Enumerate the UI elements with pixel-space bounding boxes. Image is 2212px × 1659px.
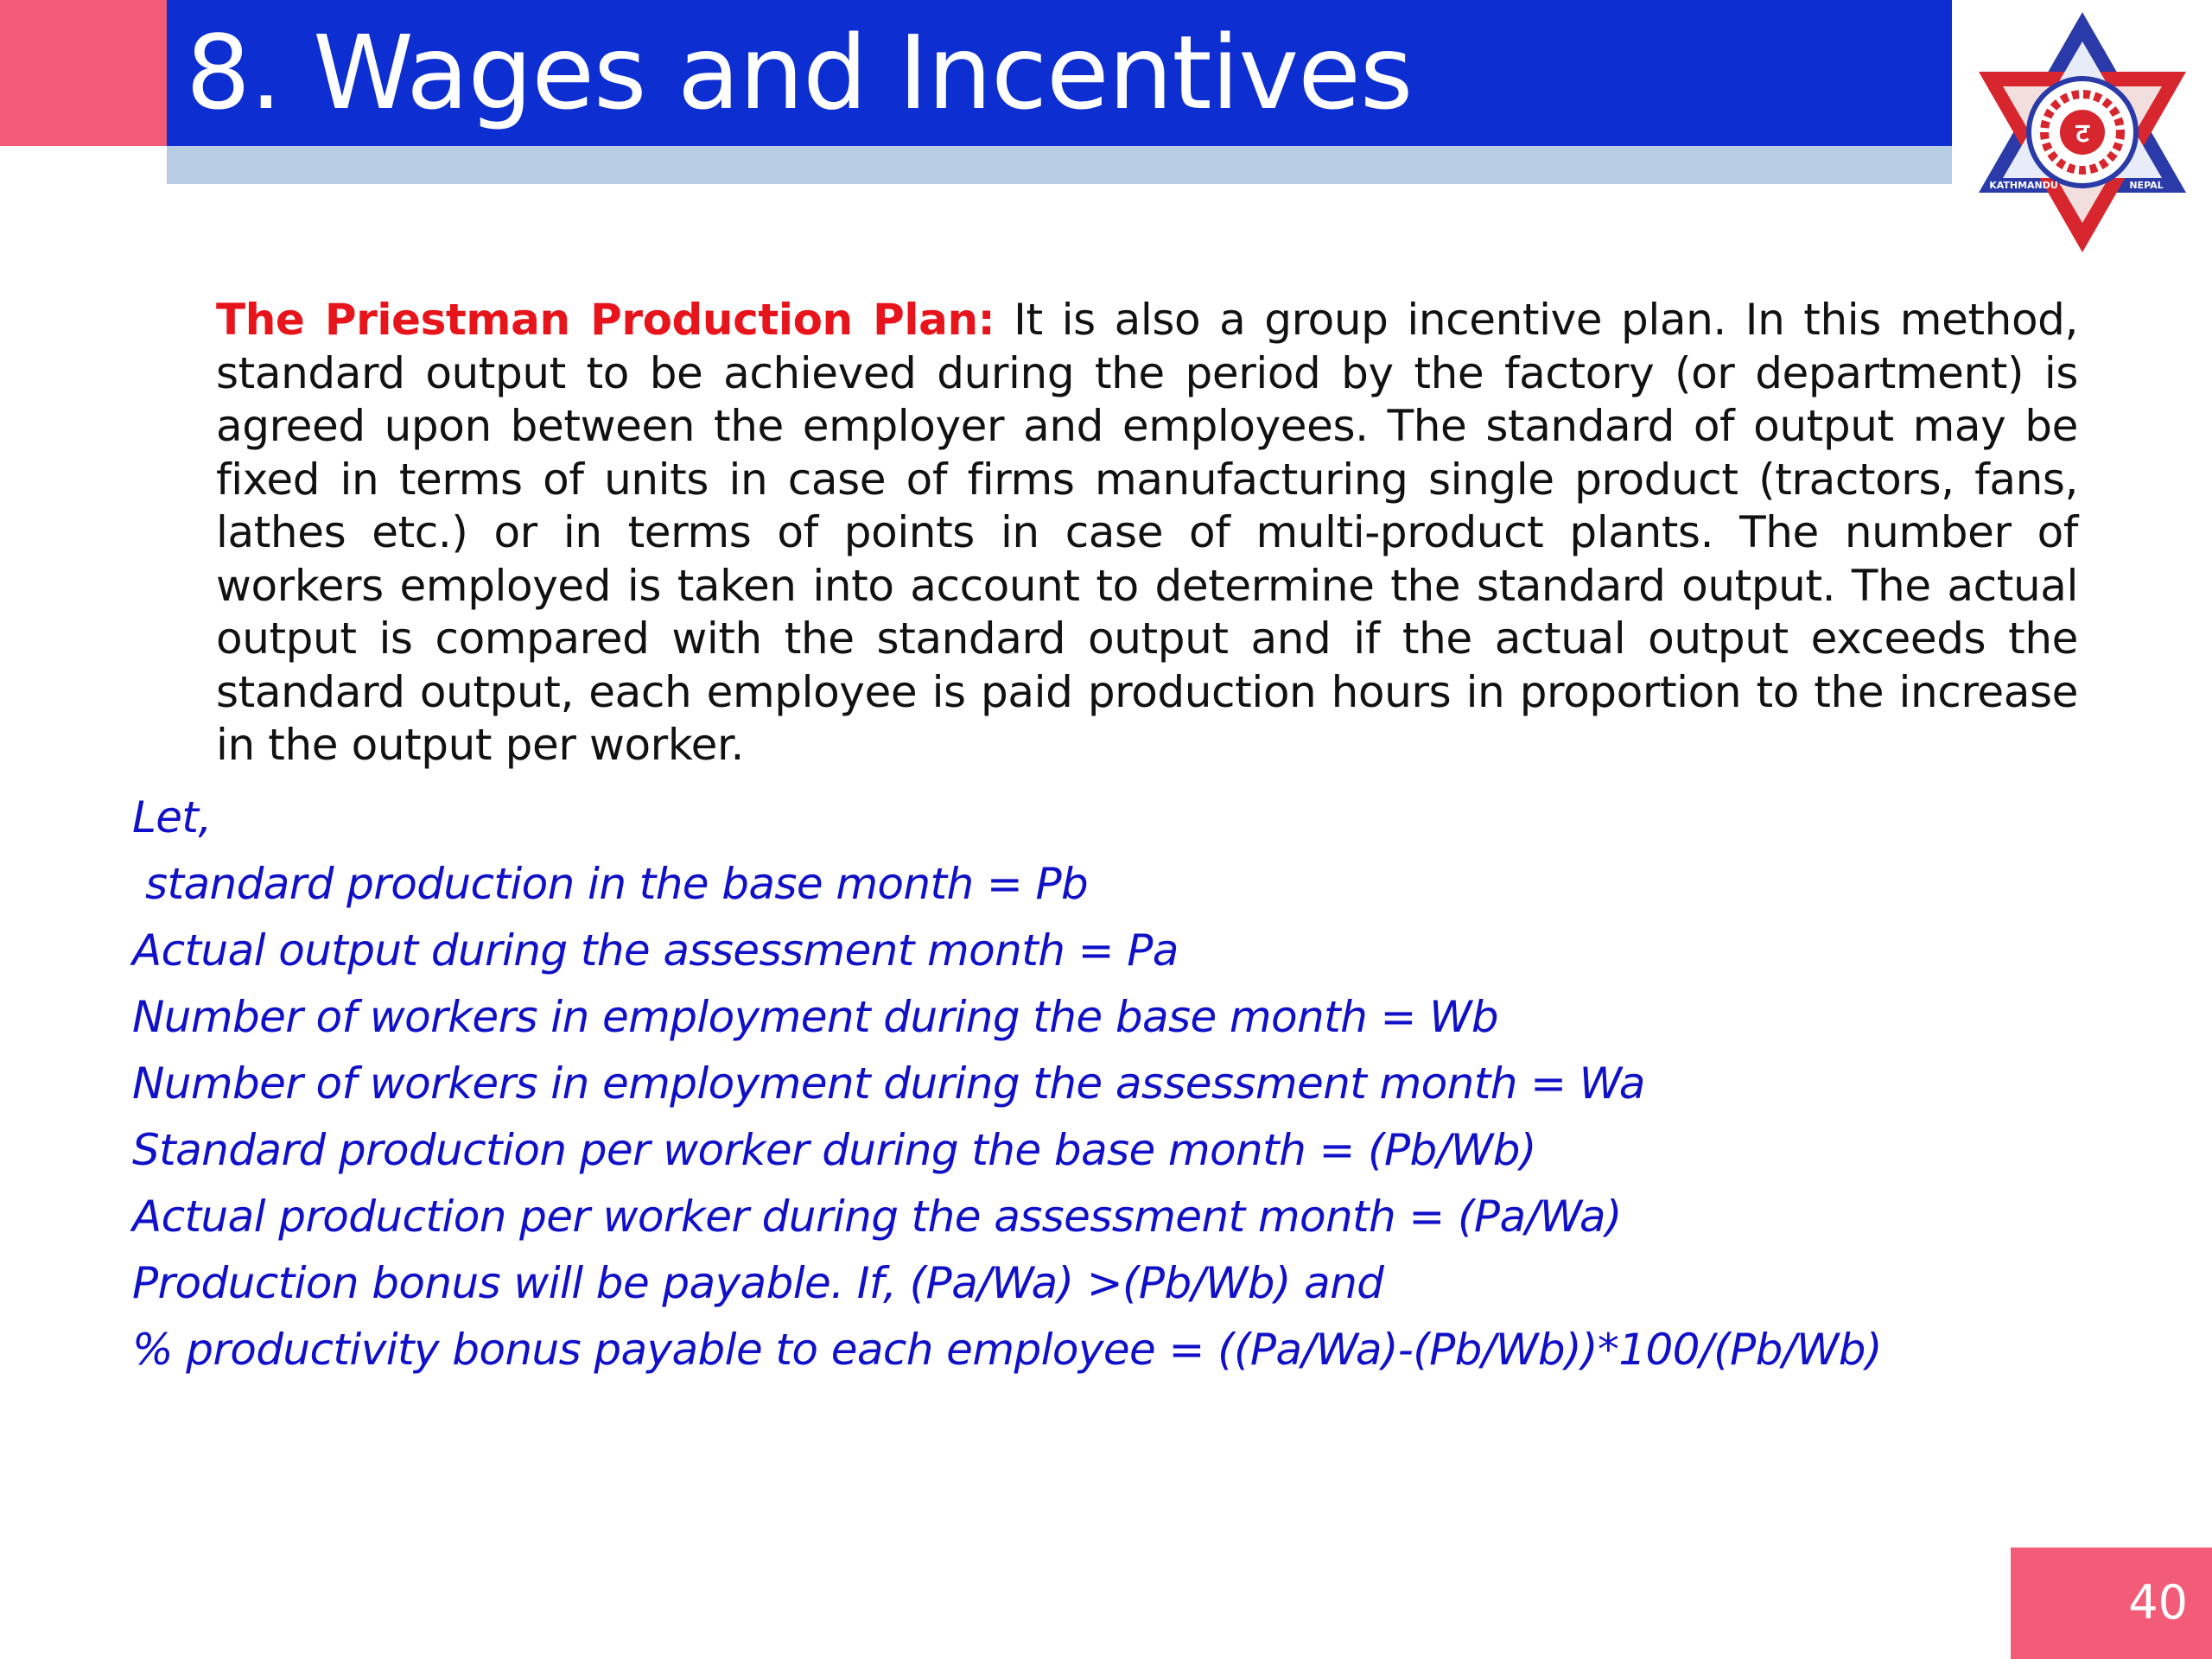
emblem-graphic: [1970, 7, 2195, 257]
emblem-center-glyph: ट: [2075, 118, 2089, 149]
paragraph-text: It is also a group incentive plan. In this method, standard output to be achieved during the period by the factory (or department) is agreed upon between the employer and employees. The standard of output may be fixed in terms of units in case of firms manufacturing single product (tractors, fans, lathes etc.) or in terms of points in case of multi-product plants. The number of workers employed is taken into account to determine the standard output. The actual output is compared with the standard output and if the actual output exceeds the standard output, each employee is paid production hours in proportion to the increase in the output per worker.: [216, 295, 2078, 770]
page-number: 40: [2128, 1575, 2188, 1630]
emblem-text-right: NEPAL: [2129, 180, 2164, 191]
title-accent-block: [0, 0, 167, 146]
formula-line: Actual production per worker during the assessment month = (Pa/Wa): [132, 1192, 1622, 1242]
paragraph-lead: The Priestman Production Plan:: [216, 295, 995, 345]
page-number-badge: [2011, 1548, 2212, 1659]
formula-line: Production bonus will be payable. If, (Pa/Wa) >(Pb/Wb) and: [132, 1258, 1384, 1308]
title-bar: [167, 0, 1952, 146]
formula-line: Number of workers in employment during the assessment month = Wa: [132, 1058, 1645, 1109]
formula-list: [132, 785, 2120, 1383]
title-shadow-strip: [167, 146, 1952, 184]
university-emblem-icon: [1970, 7, 2195, 257]
content-area: [216, 294, 2078, 772]
formula-line: Let,: [132, 792, 212, 842]
formula-line: Standard production per worker during the base month = (Pb/Wb): [132, 1125, 1536, 1175]
formula-line: Number of workers in employment during the base month = Wb: [132, 992, 1499, 1042]
formula-line: Actual output during the assessment month = Pa: [132, 925, 1179, 976]
slide-title: 8. Wages and Incentives: [186, 13, 1413, 132]
formula-line: standard production in the base month = Pb: [145, 859, 1089, 909]
formula-line: % productivity bonus payable to each employee = ((Pa/Wa)-(Pb/Wb))*100/(Pb/Wb): [132, 1325, 1882, 1375]
priestman-paragraph: [216, 294, 2078, 772]
emblem-text-left: KATHMANDU: [1989, 180, 2058, 191]
